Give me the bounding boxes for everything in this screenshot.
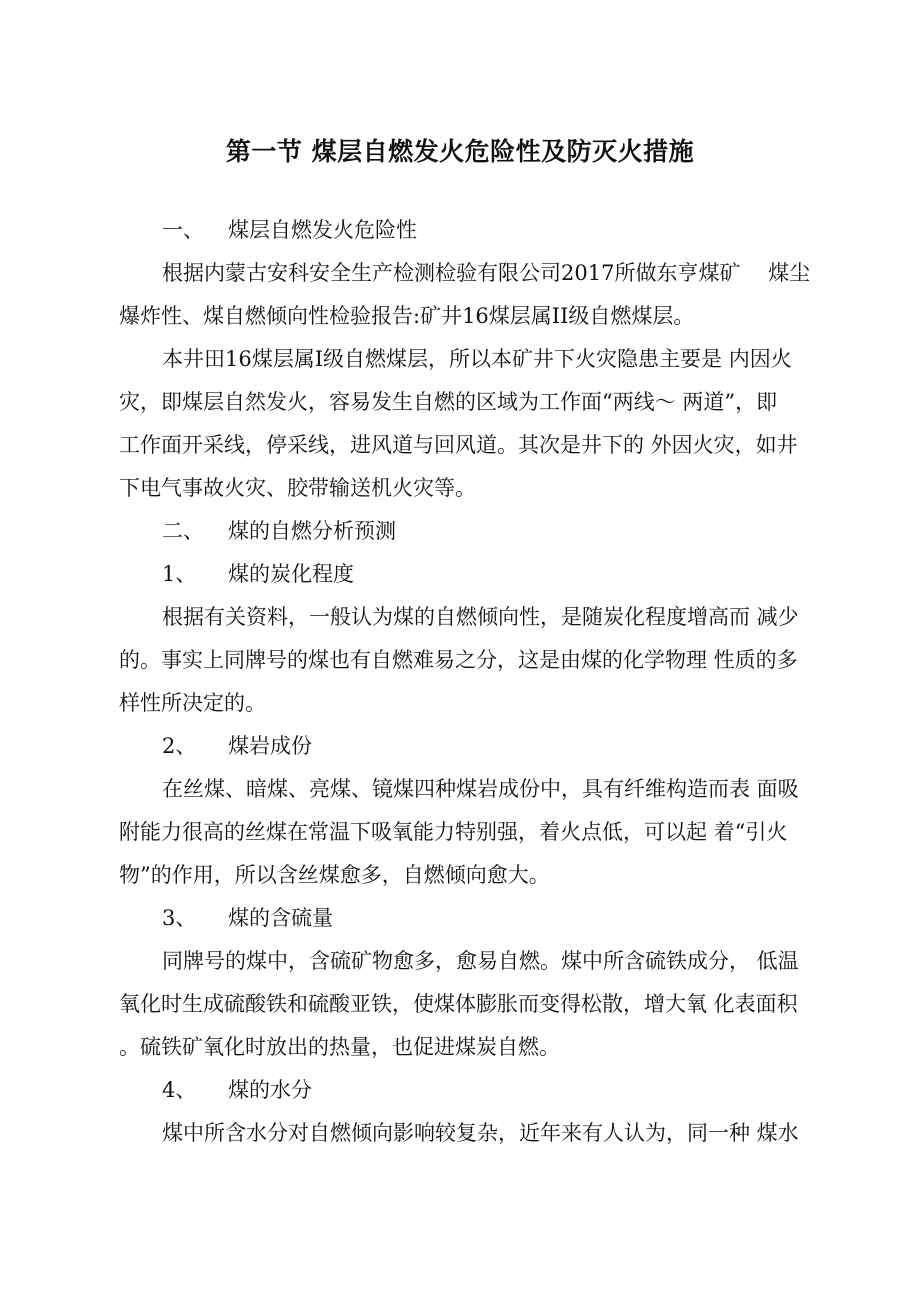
- subheading-text: 煤的含硫量: [228, 906, 333, 930]
- paragraph-line: 灾，即煤层自然发火，容易发生自燃的区域为工作面“两线～ 两道”，即: [119, 390, 778, 414]
- paragraph-line: 附能力很高的丝煤在常温下吸氧能力特别强，着火点低，可以起 着“引火: [119, 820, 788, 844]
- heading-number: 一、: [162, 218, 204, 242]
- subheading-3: [162, 902, 333, 934]
- paragraph-line: 本井田16煤层属I级自燃煤层，所以本矿井下火灾隐患主要是 内因火: [162, 347, 792, 371]
- heading-text: 煤层自燃发火危险性: [228, 218, 417, 242]
- subheading-1: [162, 558, 354, 590]
- paragraph-line: 。硫铁矿氧化时放出的热量，也促进煤炭自燃。: [119, 1035, 560, 1059]
- subheading-number: 2、: [162, 734, 197, 758]
- paragraph-line: 根据有关资料，一般认为煤的自燃倾向性，是随炭化程度增高而 减少: [162, 605, 799, 629]
- paragraph-line: 氧化时生成硫酸铁和硫酸亚铁，使煤体膨胀而变得松散，增大氧 化表面积: [119, 992, 798, 1016]
- subheading-4: [162, 1074, 312, 1106]
- paragraph-line: 下电气事故火灾、胶带输送机火灾等。: [119, 476, 476, 500]
- subheading-text: 煤岩成份: [228, 734, 312, 758]
- paragraph-line: 的。事实上同牌号的煤也有自燃难易之分，这是由煤的化学物理 性质的多: [119, 648, 798, 672]
- heading-text: 煤的自燃分析预测: [228, 519, 396, 543]
- page-title: 第一节 煤层自燃发火危险性及防灭火措施: [225, 137, 695, 166]
- paragraph-line: 在丝煤、暗煤、亮煤、镜煤四种煤岩成份中，具有纤维构造而表 面吸: [162, 777, 799, 801]
- subheading-number: 1、: [162, 562, 197, 586]
- subheading-text: 煤的水分: [228, 1078, 312, 1102]
- paragraph-line: 煤中所含水分对自燃倾向影响较复杂，近年来有人认为，同一种 煤水: [162, 1121, 799, 1145]
- subheading-2: [162, 730, 312, 762]
- paragraph-line: 根据内蒙古安科安全生产检测检验有限公司2017所做东亨煤矿 煤尘: [162, 261, 811, 285]
- subheading-text: 煤的炭化程度: [228, 562, 354, 586]
- paragraph-line: 样性所决定的。: [119, 691, 266, 715]
- paragraph-line: 物”的作用，所以含丝煤愈多，自燃倾向愈大。: [119, 863, 550, 887]
- subheading-number: 4、: [162, 1078, 197, 1102]
- paragraph-line: 同牌号的煤中，含硫矿物愈多，愈易自燃。煤中所含硫铁成分， 低温: [162, 949, 799, 973]
- heading-1: [162, 214, 417, 246]
- heading-number: 二、: [162, 519, 204, 543]
- subheading-number: 3、: [162, 906, 197, 930]
- paragraph-line: 爆炸性、煤自燃倾向性检验报告:矿井16煤层属II级自燃煤层。: [119, 304, 695, 328]
- heading-2: [162, 515, 396, 547]
- paragraph-line: 工作面开采线，停采线，进风道与回风道。其次是井下的 外因火灾，如井: [119, 433, 798, 457]
